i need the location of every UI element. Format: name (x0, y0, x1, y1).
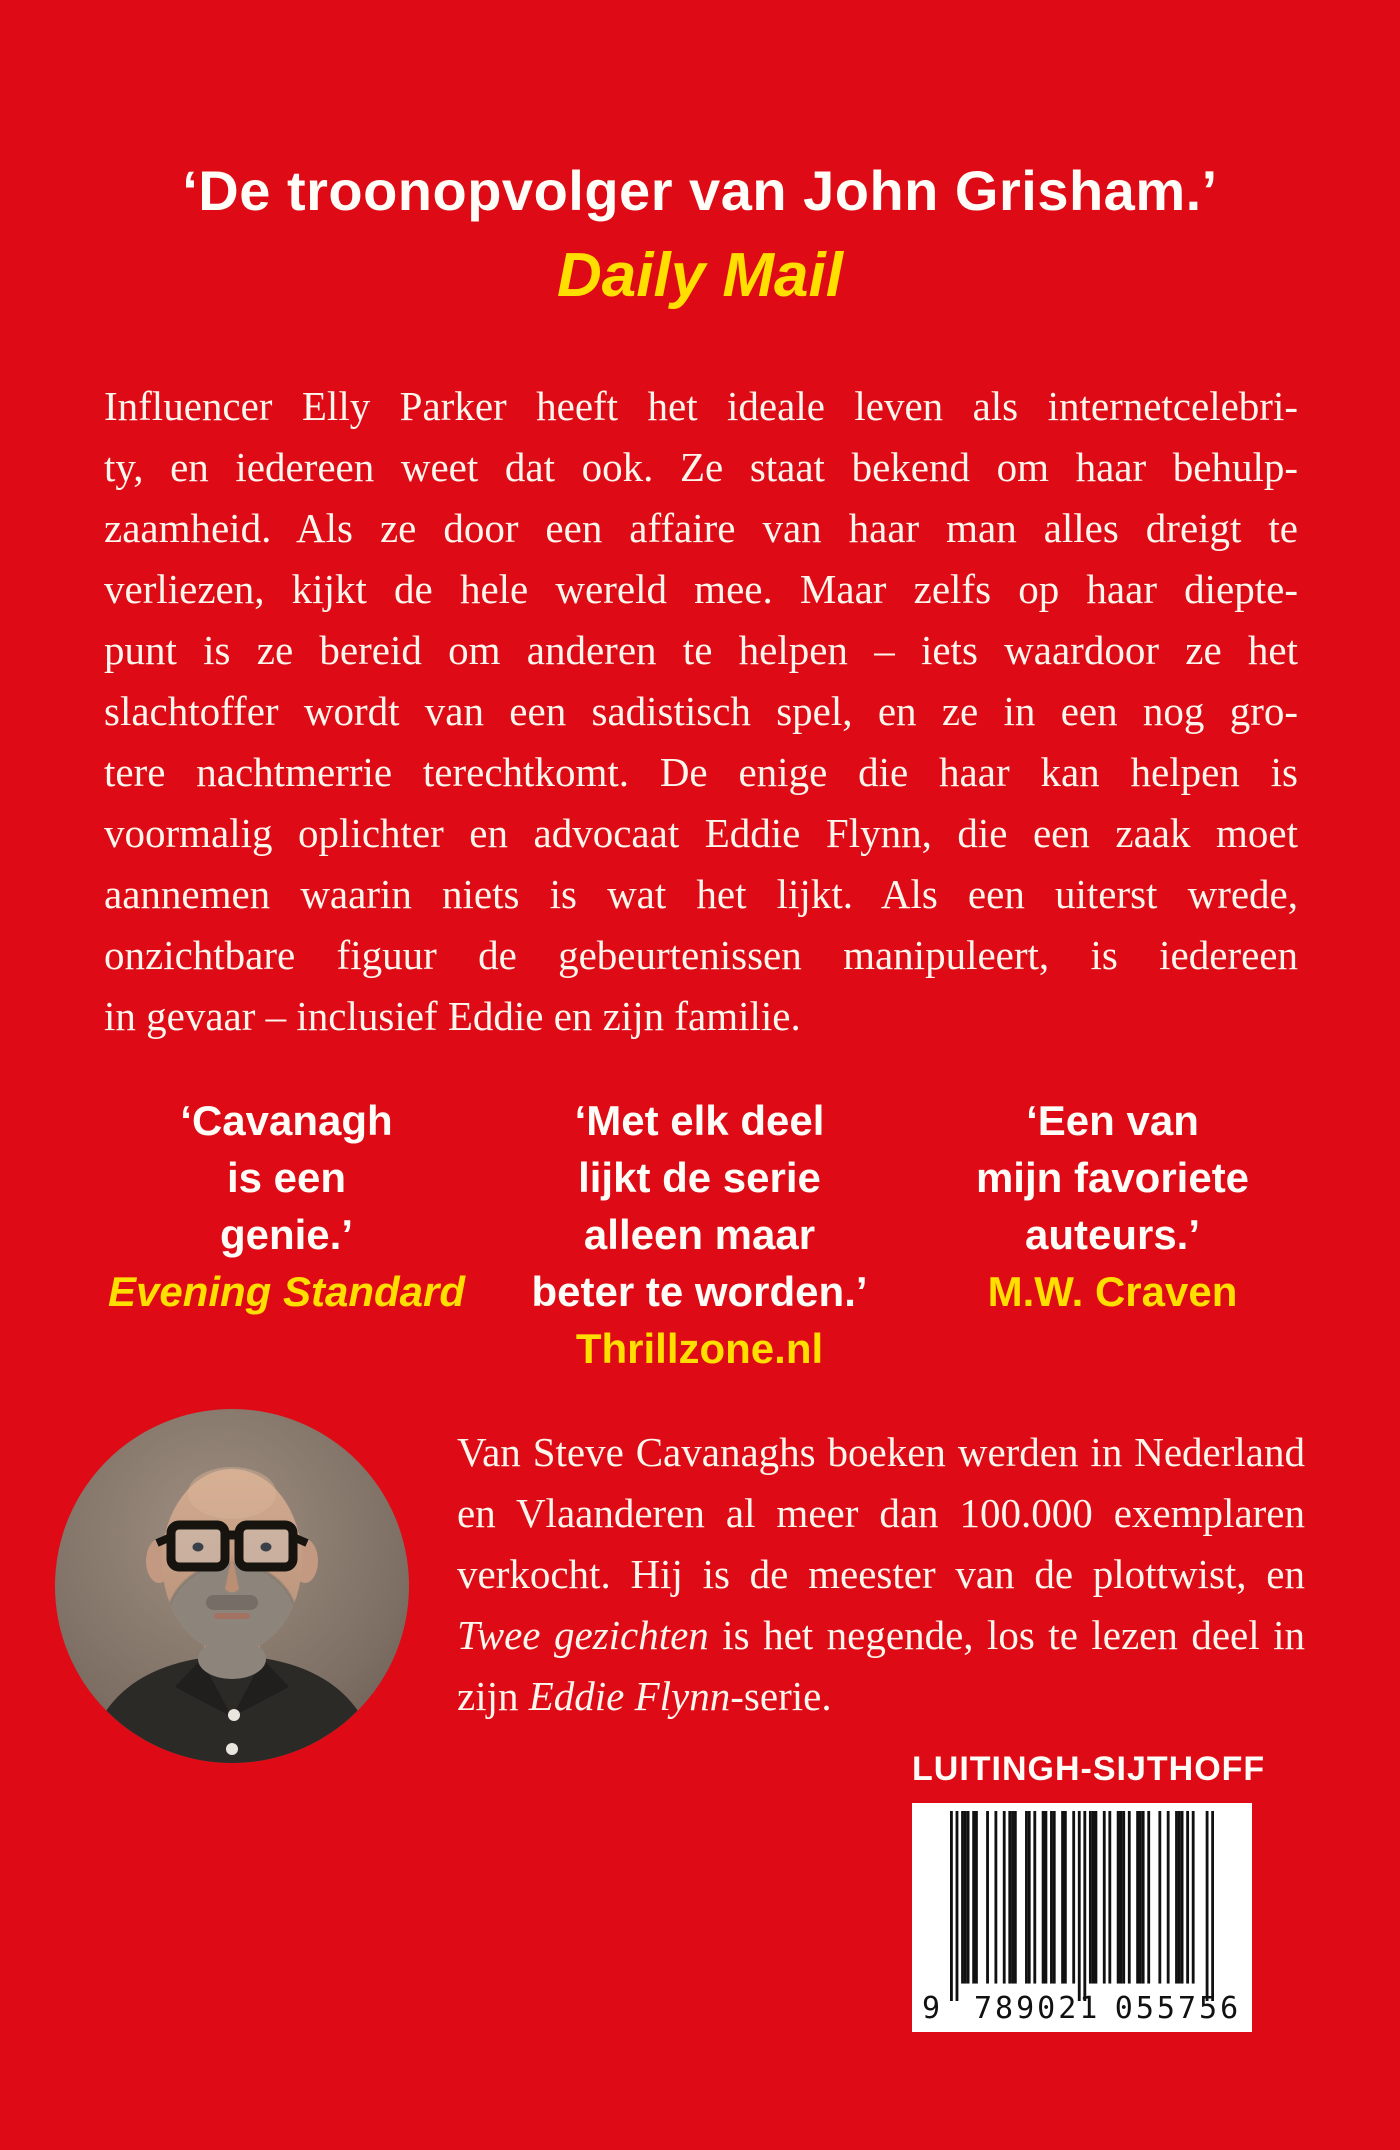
quote-line: mijn favoriete (975, 1154, 1250, 1201)
quote-line: is een (226, 1154, 347, 1201)
synopsis-line: Influencer Elly Parker heeft het ideale leven als internetcelebri- (104, 383, 1298, 429)
quote-attribution: Evening Standard (107, 1268, 466, 1315)
synopsis-line: verliezen, kijkt de hele wereld mee. Maar zelfs op haar diepte- (104, 566, 1298, 612)
quote-line: beter te worden.’ (531, 1268, 868, 1315)
publisher-logotype: LUITINGH-SIJTHOFF (912, 1750, 1266, 1788)
press-quote-column (80, 1092, 493, 1377)
quote-attribution: Thrillzone.nl (575, 1325, 824, 1372)
quote-line: ‘Een van (1026, 1097, 1199, 1144)
quote-line: ‘Met elk deel (574, 1097, 825, 1144)
quote-line: ‘Cavanagh (180, 1097, 393, 1144)
barcode-number (922, 1992, 1242, 2026)
barcode-digit-group: 055756 (1114, 1991, 1242, 2026)
synopsis-line: aannemen waarin niets is wat het lijkt. Als een uiterst wrede, (104, 871, 1298, 917)
barcode-digit-group: 9 (922, 1991, 941, 2026)
synopsis-line: onzichtbare figuur de gebeurtenissen manipuleert, is iedereen (104, 932, 1298, 978)
quote-line: lijkt de serie (578, 1154, 821, 1201)
synopsis-line: ty, en iedereen weet dat ook. Ze staat bekend om haar behulp- (104, 444, 1298, 490)
synopsis (104, 376, 1298, 1047)
headline-press-quote: ‘De troonopvolger van John Grisham.’ (182, 159, 1218, 222)
bio-line: verkocht. Hij is de meester van de plottwist, en (457, 1551, 1305, 1597)
bio-line: Van Steve Cavanaghs boeken werden in Nederland (457, 1429, 1305, 1475)
synopsis-line: slachtoffer wordt van een sadistisch spel, en ze in een nog gro- (104, 688, 1298, 734)
press-quotes (80, 1092, 1320, 1377)
synopsis-line: zaamheid. Als ze door een affaire van haar man alles dreigt te (104, 505, 1298, 551)
press-quote-column (493, 1092, 906, 1377)
author-portrait-image (55, 1409, 409, 1763)
bio-line: en Vlaanderen al meer dan 100.000 exemplaren (457, 1490, 1305, 1536)
bio-line: zijn Eddie Flynn-serie. (457, 1673, 832, 1719)
barcode-digit-group: 789021 (974, 1991, 1101, 2026)
barcode (912, 1803, 1252, 2032)
quote-attribution: M.W. Craven (987, 1268, 1238, 1315)
barcode-bars (950, 1811, 1214, 2001)
synopsis-line: tere nachtmerrie terechtkomt. De enige die haar kan helpen is (104, 749, 1298, 795)
synopsis-line: in gevaar – inclusief Eddie en zijn familie. (104, 993, 801, 1039)
quote-line: auteurs.’ (1024, 1211, 1201, 1258)
synopsis-line: punt is ze bereid om anderen te helpen – iets waardoor ze het (104, 627, 1298, 673)
press-quote-column (906, 1092, 1319, 1377)
author-photo (55, 1409, 409, 1763)
bio-line: Twee gezichten is het negende, los te lezen deel in (457, 1612, 1305, 1658)
author-bio (457, 1422, 1305, 1727)
quote-line: genie.’ (219, 1211, 354, 1258)
quote-line: alleen maar (583, 1211, 816, 1258)
headline-press-source: Daily Mail (557, 241, 843, 310)
synopsis-line: voormalig oplichter en advocaat Eddie Flynn, die een zaak moet (104, 810, 1298, 856)
